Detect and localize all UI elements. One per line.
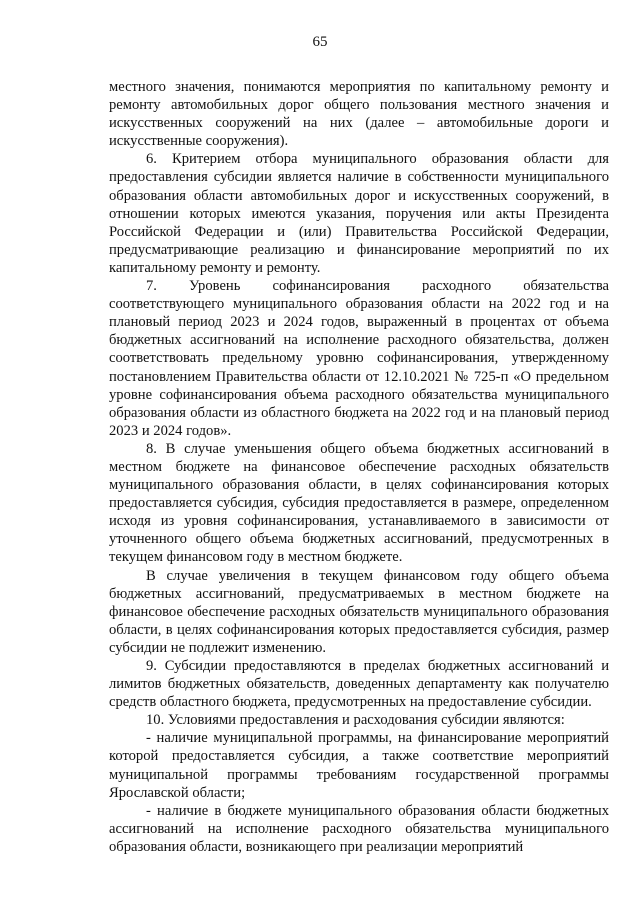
- paragraph-item-10: 10. Условиями предоставления и расходования субсидии являются:: [146, 712, 565, 729]
- document-body: [109, 78, 609, 856]
- paragraph-item-7: 7. Уровень софинансирования расходного обязательства соответствующего муниципального образования области на 2022 год и на плановый период 2023 и 2024 годов, выраженный в процентах от объема бюджетных ассигнований на исполнение расходного обязательства, должен соответствовать предельному уровню софинансирования, утвержденному постановлением Правительства области от 12.10.2021 № 725-п «О предельном уровне софинансирования объема расходного обязательства муниципального образования области из областного бюджета на 2022 год и на плановый период 2023 и 2024 годов».: [109, 278, 609, 439]
- page-number: 65: [312, 34, 328, 50]
- paragraph-intro-continuation: местного значения, понимаются мероприятия по капитальному ремонту и ремонту автомобильных дорог общего пользования местного значения и искусственных сооружений на них (далее – автомобильные дороги и искусственные сооружения).: [109, 79, 609, 150]
- list-item-budget-condition: - наличие в бюджете муниципального образования области бюджетных ассигнований на исполнение расходного обязательства муниципального образования области, возникающего при реализации мероприятий: [109, 802, 609, 855]
- paragraph-item-6: 6. Критерием отбора муниципального образования области для предоставления субсидии является наличие в собственности муниципального образования области автомобильных дорог и искусственных сооружений, в отношении которых имеются указания, поручения или акты Президента Российской Федерации и (или) Правительства Российской Федерации, предусматривающие реализацию и финансирование мероприятий по их капитальному ремонту и ремонту.: [109, 151, 609, 276]
- paragraph-item-9: 9. Субсидии предоставляются в пределах бюджетных ассигнований и лимитов бюджетных обязательств, доведенных департаменту как получателю средств областного бюджета, предусмотренных на предоставление субсидии.: [109, 658, 609, 711]
- list-item-program-condition: - наличие муниципальной программы, на финансирование мероприятий которой предоставляется субсидия, а также соответствие мероприятий муниципальной программы требованиям государственной программы Ярославской области;: [109, 730, 609, 801]
- paragraph-item-8-continuation: В случае увеличения в текущем финансовом году общего объема бюджетных ассигнований, предусматриваемых в местном бюджете на финансовое обеспечение расходных обязательств муниципального образования области, в целях софинансирования которых предоставляется субсидия, размер субсидии не подлежит изменению.: [109, 567, 609, 656]
- paragraph-item-8: 8. В случае уменьшения общего объема бюджетных ассигнований в местном бюджете на финансовое обеспечение расходных обязательств муниципального образования области, в целях софинансирования которых предоставляется субсидия, субсидия предоставляется в размере, определенном исходя из уровня софинансирования, устанавливаемого в зависимости от уточненного общего объема бюджетных ассигнований, предусмотренных в текущем финансовом году в местном бюджете.: [109, 440, 609, 566]
